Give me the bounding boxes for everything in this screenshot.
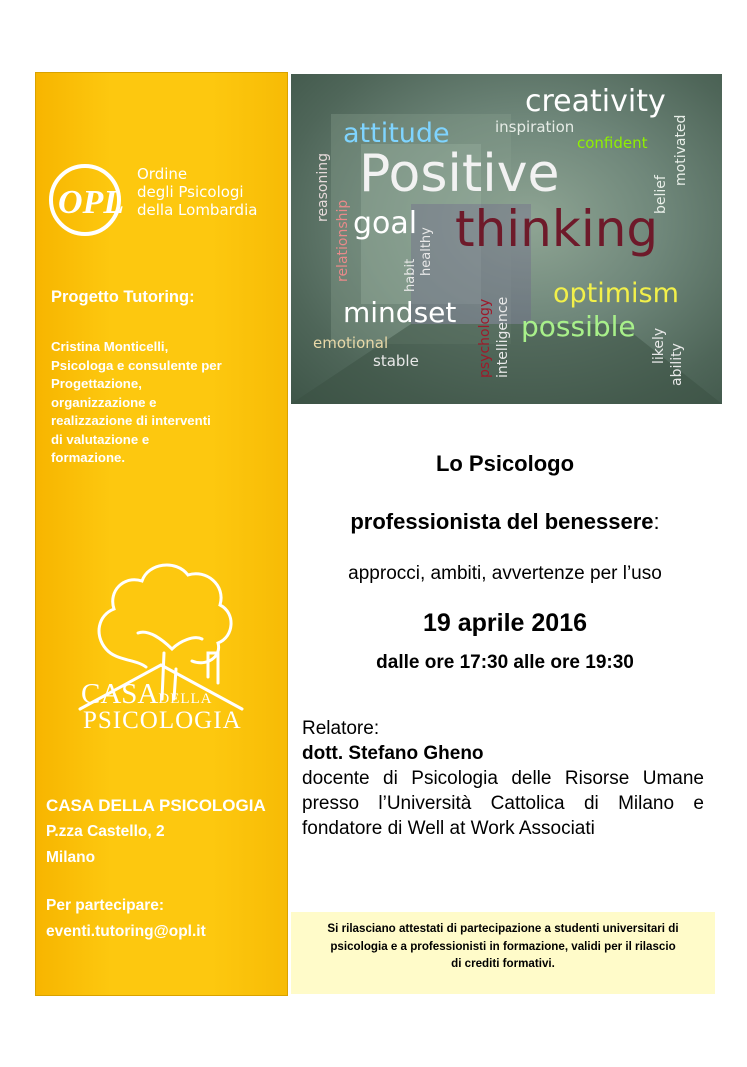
speaker-bio-line: fondatore di Well at Work Associati xyxy=(302,818,595,839)
sidebar xyxy=(35,72,288,996)
event-title: Lo Psicologo xyxy=(435,451,575,476)
cloud-word: mindset xyxy=(343,296,457,329)
notice-line: di crediti formativi. xyxy=(451,957,555,970)
speaker-block xyxy=(302,716,704,841)
org-name-line: della Lombardia xyxy=(137,201,258,219)
speaker-bio-line: presso l’Università Cattolica di Milano e xyxy=(302,793,704,814)
address-block xyxy=(46,793,266,871)
cloud-word: habit xyxy=(403,258,418,292)
project-line: realizzazione di interventi xyxy=(51,413,211,428)
event-subtitle-colon: : xyxy=(653,509,660,534)
participate-block xyxy=(46,893,206,945)
cloud-word: motivated xyxy=(673,114,689,186)
cloud-word: psychology xyxy=(477,298,493,378)
notice-line: Si rilasciano attestati di partecipazione a studenti universitari di xyxy=(327,922,679,935)
organization-name xyxy=(137,165,287,219)
della-word: DELLA xyxy=(158,691,213,707)
cloud-word: likely xyxy=(651,327,667,364)
cloud-word: emotional xyxy=(313,334,389,352)
cloud-word: inspiration xyxy=(495,118,575,136)
participate-label: Per partecipare: xyxy=(46,897,165,914)
cloud-word: reasoning xyxy=(315,152,331,222)
notice-line: psicologia e a professionisti in formazione, validi per il rilascio xyxy=(330,939,676,953)
speaker-name: dott. Stefano Gheno xyxy=(302,743,484,764)
event-tagline: approcci, ambiti, avvertenze per l’uso xyxy=(348,563,662,584)
cloud-word: attitude xyxy=(343,118,450,149)
opl-logo-icon xyxy=(44,159,126,241)
cloud-word: thinking xyxy=(455,200,659,258)
event-subtitle xyxy=(300,509,710,535)
org-name-line: Ordine xyxy=(137,165,188,183)
cloud-word: Positive xyxy=(359,144,560,204)
cloud-word: confident xyxy=(577,134,648,152)
event-subtitle-text: professionista del benessere xyxy=(350,509,654,534)
project-line: formazione. xyxy=(51,450,126,465)
org-name-line: degli Psicologi xyxy=(137,183,244,201)
speaker-bio-line: docente di Psicologia delle Risorse Umane xyxy=(302,768,704,789)
cloud-word: goal xyxy=(353,206,418,241)
project-line: Cristina Monticelli, xyxy=(51,339,169,354)
cloud-word: belief xyxy=(653,175,669,214)
project-title: Progetto Tutoring: xyxy=(51,288,195,306)
cloud-word: ability xyxy=(669,343,685,386)
venue-street: P.zza Castello, 2 xyxy=(46,823,165,840)
cloud-word: creativity xyxy=(525,84,666,119)
psicologia-word: PSICOLOGIA xyxy=(83,707,242,734)
project-line: organizzazione e xyxy=(51,394,157,410)
positive-thinking-word-cloud xyxy=(291,74,722,404)
project-description xyxy=(51,338,281,468)
speaker-label: Relatore: xyxy=(302,718,380,739)
project-line: Progettazione, xyxy=(51,376,142,391)
cloud-word: healthy xyxy=(419,227,434,276)
cloud-word: relationship xyxy=(335,199,351,282)
cloud-word: possible xyxy=(521,310,636,343)
project-line: Psicologa e consulente per xyxy=(51,357,222,373)
logo-text: OPL xyxy=(58,184,125,221)
cloud-word: intelligence xyxy=(495,296,511,378)
casa-logo-text xyxy=(81,678,242,735)
participate-email[interactable]: eventi.tutoring@opl.it xyxy=(46,923,206,940)
cloud-word: optimism xyxy=(553,278,679,309)
venue-city: Milano xyxy=(46,849,96,866)
event-date: 19 aprile 2016 xyxy=(422,609,587,637)
venue-name: CASA DELLA PSICOLOGIA xyxy=(46,796,266,815)
certificate-notice xyxy=(291,912,715,994)
casa-word: CASA xyxy=(81,678,159,710)
cloud-word: stable xyxy=(373,352,419,370)
event-time: dalle ore 17:30 alle ore 19:30 xyxy=(376,652,634,673)
project-line: di valutazione e xyxy=(51,431,150,447)
